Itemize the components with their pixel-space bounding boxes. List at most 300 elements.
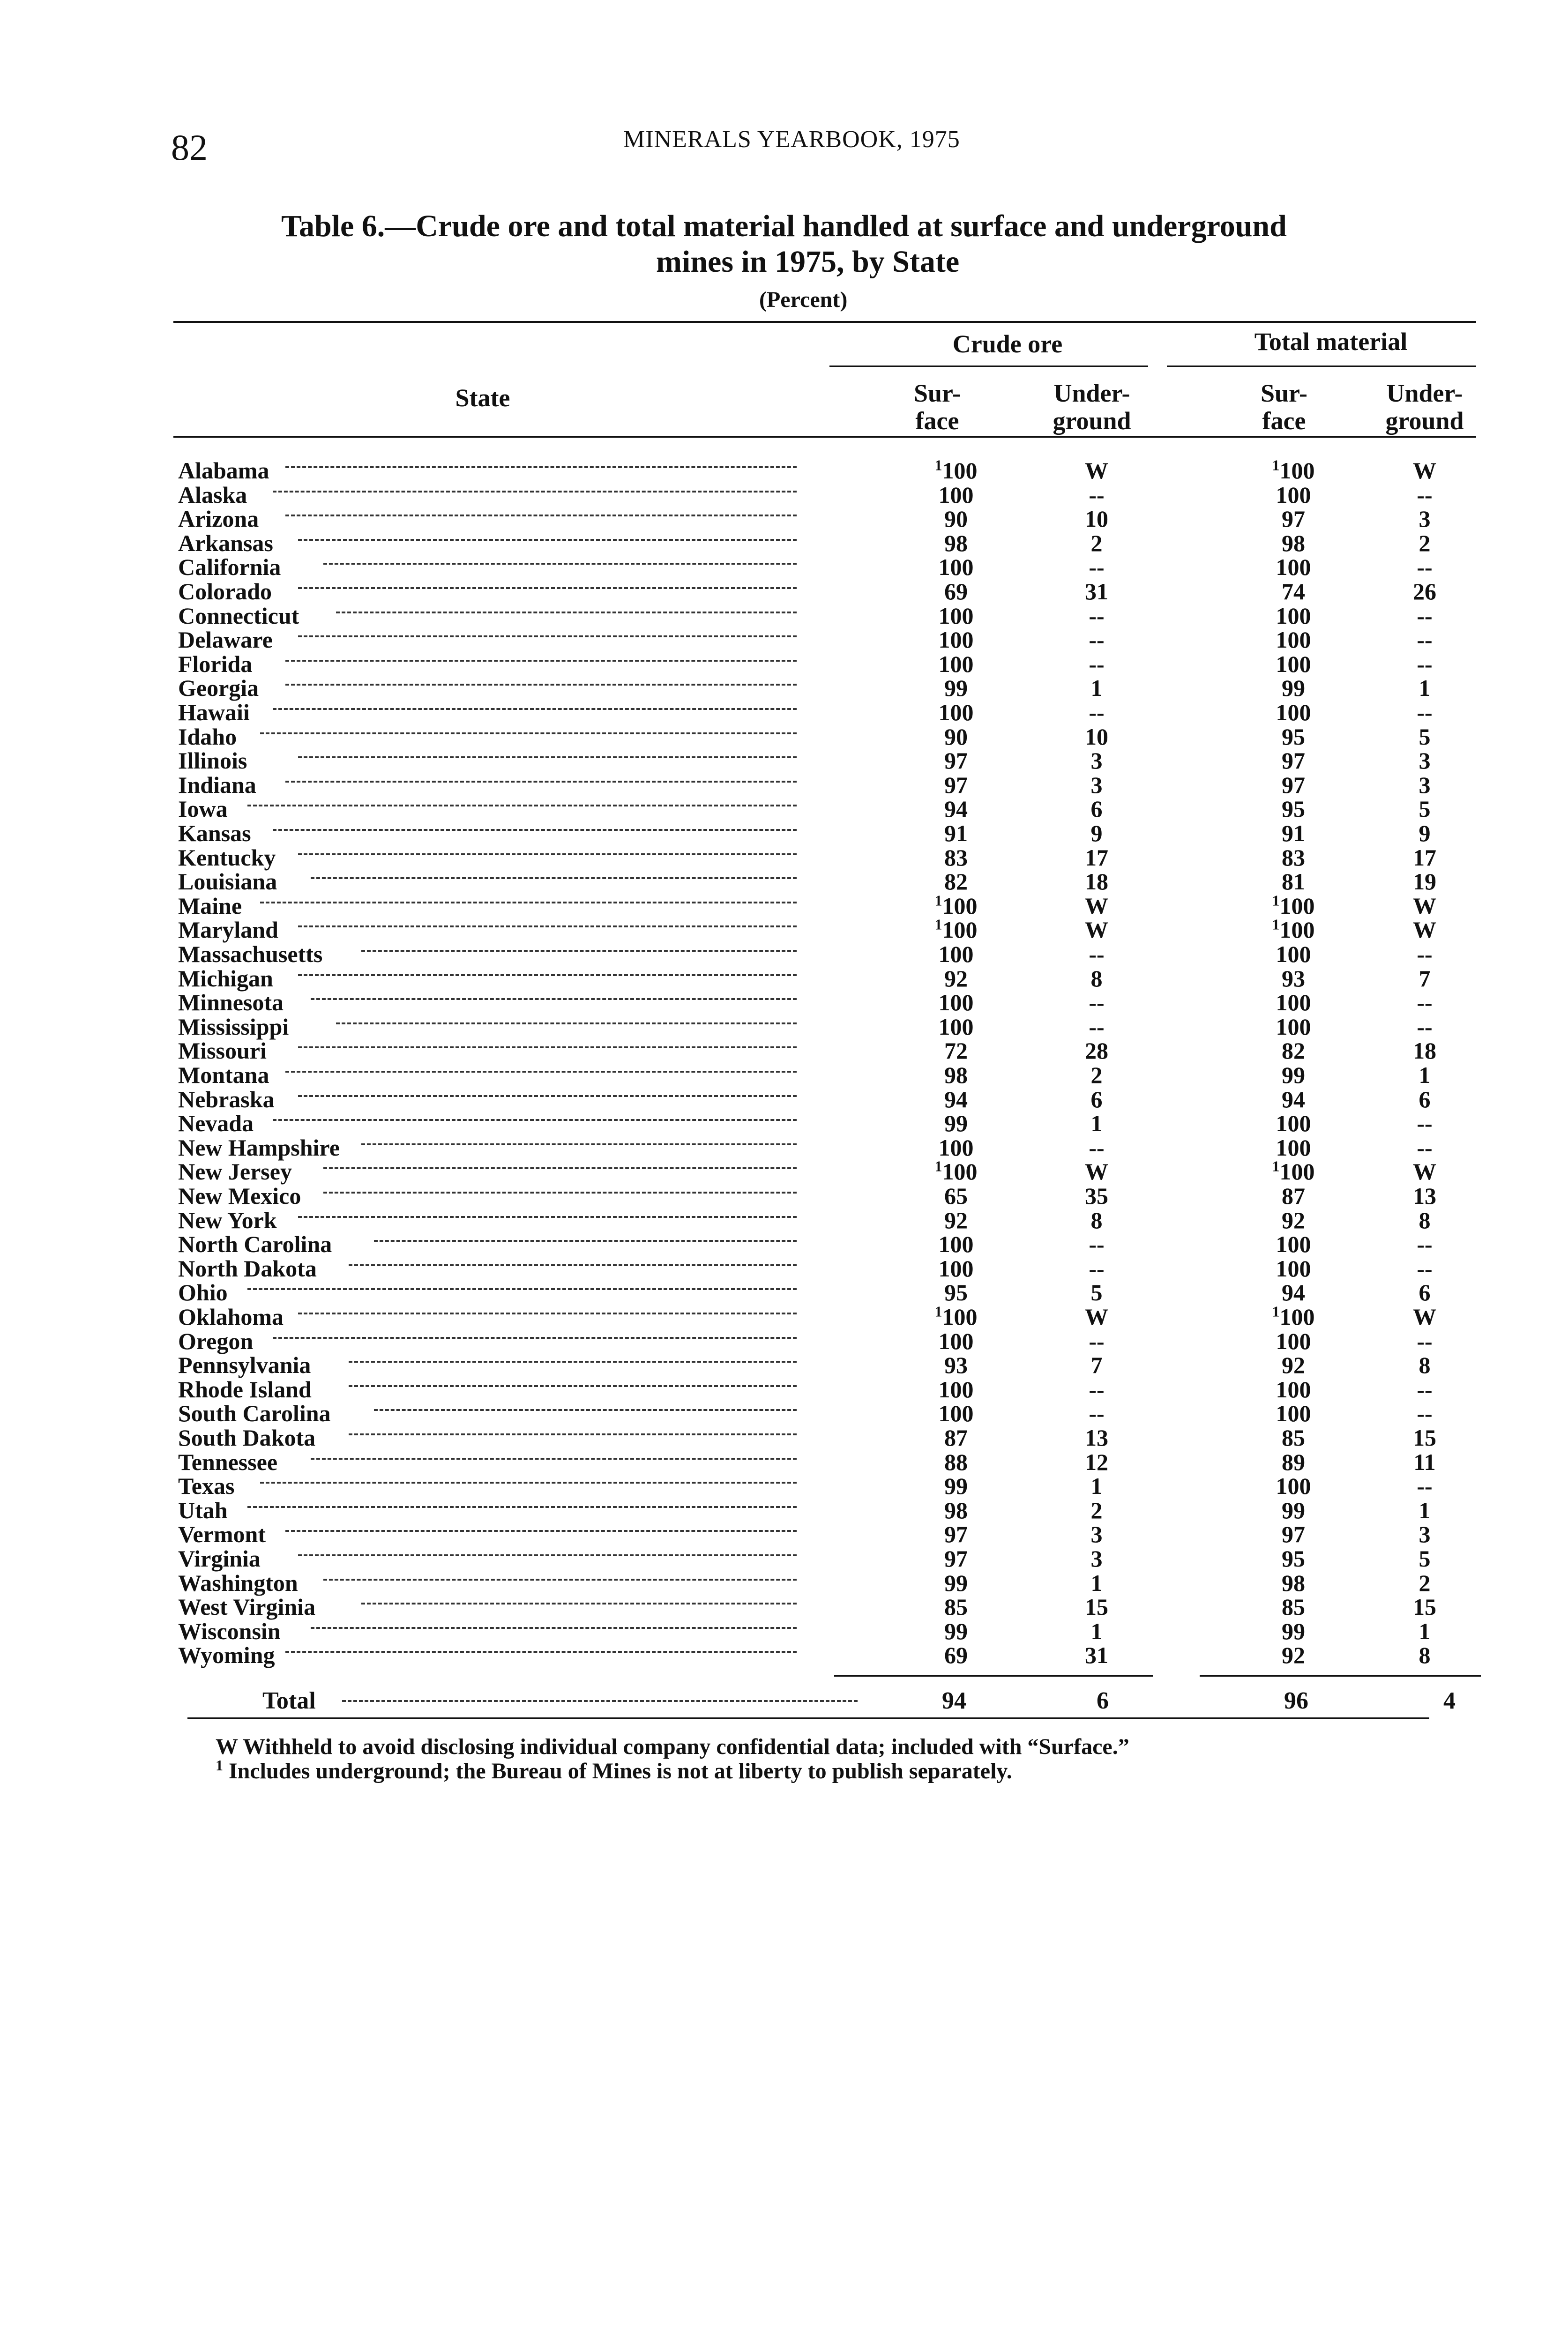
crude-surface-cell — [909, 505, 1003, 532]
total-surface-value: 100 — [1276, 989, 1311, 1016]
total-crude-surface: 94 — [942, 1687, 966, 1714]
total-underground-cell — [1378, 505, 1471, 532]
total-group-rule — [1167, 366, 1476, 367]
table-row — [178, 820, 1481, 844]
crude-underground-value: 7 — [1090, 1352, 1103, 1379]
total-underground-value: 26 — [1413, 578, 1436, 604]
crude-surface-value: 83 — [944, 844, 968, 871]
total-underground-value: 13 — [1413, 1183, 1436, 1209]
crude-underground-value: -- — [1089, 481, 1105, 508]
total-underground-cell — [1378, 1303, 1471, 1330]
total-surface-cell — [1247, 1086, 1340, 1113]
total-underground-value: W — [1413, 457, 1436, 484]
crude-surface-cell — [909, 1376, 1003, 1403]
total-underground-cell — [1378, 1376, 1471, 1403]
footnote-ref: 1 — [934, 456, 942, 474]
total-surface-value: 95 — [1282, 723, 1305, 750]
total-underground-cell — [1378, 481, 1471, 508]
total-surface-cell — [1247, 1328, 1340, 1355]
total-surface-cell — [1247, 457, 1340, 484]
crude-surface-cell — [909, 457, 1003, 484]
dot-leader — [273, 491, 797, 492]
dot-leader — [361, 1143, 797, 1145]
total-surface-value: 95 — [1282, 1545, 1305, 1572]
crude-surface-cell — [909, 868, 1003, 895]
total-underground-value: 6 — [1419, 1279, 1431, 1306]
total-underground-cell — [1378, 1351, 1471, 1379]
total-underground-cell — [1378, 1545, 1471, 1572]
state-name: Florida — [178, 650, 253, 677]
state-name: Iowa — [178, 796, 228, 822]
state-name: Louisiana — [178, 868, 277, 895]
total-surface-value: 97 — [1282, 771, 1305, 798]
table-title-line1: Table 6.—Crude ore and total material handled at surface and underground — [281, 209, 1287, 243]
total-underground-value: 3 — [1419, 771, 1431, 798]
state-name: Pennsylvania — [178, 1352, 311, 1379]
crude-surface-value: 100 — [938, 1376, 974, 1403]
table-row — [178, 1086, 1481, 1110]
crude-underground-cell — [1050, 1061, 1143, 1089]
total-underground-value: 19 — [1413, 868, 1436, 895]
total-underground-cell — [1378, 578, 1471, 605]
crude-ore-group-heading: Crude ore — [952, 330, 1063, 358]
total-surface-cell — [1247, 723, 1340, 750]
total-underground-value: 2 — [1419, 530, 1431, 556]
state-name: Wyoming — [178, 1642, 275, 1669]
state-name: West Virginia — [178, 1594, 316, 1620]
dot-leader — [374, 1240, 797, 1242]
total-underground-cell — [1378, 1618, 1471, 1645]
dot-leader — [298, 974, 797, 976]
crude-surface-value: 98 — [944, 1062, 968, 1088]
crude-underground-cell — [1050, 1400, 1143, 1427]
total-underground-cell — [1378, 795, 1471, 822]
total-surface-value: 100 — [1276, 699, 1311, 725]
table-row — [178, 916, 1481, 943]
state-name: Rhode Island — [178, 1376, 312, 1403]
crude-underground-cell — [1050, 1134, 1143, 1161]
crude-surface-cell — [909, 481, 1003, 508]
dot-leader — [285, 515, 797, 516]
dot-leader — [260, 902, 797, 903]
total-underground-cell — [1378, 747, 1471, 774]
total-underground-value: -- — [1417, 602, 1433, 629]
total-surface-cell — [1247, 481, 1340, 508]
table-row — [178, 1545, 1481, 1572]
crude-surface-value: 98 — [944, 530, 968, 556]
crude-underground-cell — [1050, 1351, 1143, 1379]
table-row — [178, 505, 1481, 530]
footnote-ref: 1 — [1272, 456, 1280, 474]
total-total-underground: 4 — [1443, 1687, 1456, 1714]
state-name: Colorado — [178, 578, 272, 604]
crude-underground-value: 6 — [1090, 796, 1103, 822]
dot-leader — [323, 1192, 797, 1194]
total-underground-value: -- — [1417, 699, 1433, 725]
total-underground-cell — [1378, 530, 1471, 557]
dot-leader — [285, 781, 797, 783]
total-underground-value: 7 — [1419, 965, 1431, 992]
total-surface-value: 100 — [1276, 627, 1311, 653]
crude-surface-cell — [909, 965, 1003, 992]
crude-surface-cell — [909, 1255, 1003, 1282]
footnote-ref: 1 — [1272, 1157, 1280, 1175]
total-underground-cell — [1378, 1521, 1471, 1548]
total-underground-value: -- — [1417, 1473, 1433, 1500]
total-surface-value: 99 — [1282, 675, 1305, 701]
state-name: Illinois — [178, 747, 247, 774]
table-row — [178, 553, 1481, 581]
total-surface-cell — [1247, 1497, 1340, 1524]
crude-underground-value: 1 — [1090, 1618, 1103, 1644]
table-row — [178, 530, 1481, 554]
crude-underground-value: 3 — [1090, 1521, 1103, 1548]
table-row — [178, 1182, 1481, 1207]
dot-leader — [349, 1433, 797, 1435]
state-name: New Hampshire — [178, 1134, 340, 1161]
crude-underground-cell — [1050, 602, 1143, 629]
table-row — [178, 650, 1481, 675]
total-surface-value: 100 — [1279, 917, 1315, 943]
total-surface-cell — [1247, 626, 1340, 653]
footnote-ref: 1 — [934, 1157, 942, 1175]
total-surface-value: 98 — [1282, 1569, 1305, 1596]
total-underground-cell — [1378, 965, 1471, 992]
crude-surface-value: 100 — [938, 650, 974, 677]
crude-underground-value: 13 — [1085, 1425, 1108, 1451]
total-surface-cell — [1247, 1618, 1340, 1645]
crude-underground-cell — [1050, 1279, 1143, 1306]
total-surface-heading-text: Sur- face — [1260, 379, 1307, 435]
total-surface-value: 95 — [1282, 796, 1305, 822]
total-underground-cell — [1378, 1448, 1471, 1476]
crude-underground-value: W — [1085, 1304, 1108, 1330]
total-surface-cell — [1247, 1134, 1340, 1161]
state-name: Wisconsin — [178, 1618, 281, 1644]
total-surface-value: 92 — [1282, 1642, 1305, 1669]
crude-surface-value: 82 — [944, 868, 968, 895]
crude-surface-cell — [909, 1037, 1003, 1064]
dot-leader — [247, 805, 797, 806]
crude-surface-cell — [909, 1400, 1003, 1427]
state-name: Nebraska — [178, 1086, 275, 1112]
crude-underground-cell — [1050, 723, 1143, 750]
table-row — [178, 1642, 1481, 1669]
total-surface-cell — [1247, 1545, 1340, 1572]
state-name: Texas — [178, 1473, 235, 1500]
crude-surface-value: 87 — [944, 1425, 968, 1451]
total-underground-cell — [1378, 1400, 1471, 1427]
dot-leader — [349, 1361, 797, 1363]
table-row — [178, 1279, 1481, 1306]
total-surface-value: 99 — [1282, 1062, 1305, 1088]
crude-underground-cell — [1050, 1569, 1143, 1597]
crude-surface-heading-text: Sur- face — [913, 379, 961, 435]
crude-underground-value: 1 — [1090, 675, 1103, 701]
total-underground-cell — [1378, 1328, 1471, 1355]
crude-underground-value: -- — [1089, 650, 1105, 677]
crude-surface-value: 95 — [944, 1279, 968, 1306]
table-row — [178, 1448, 1481, 1473]
crude-underground-value: 28 — [1085, 1037, 1108, 1064]
total-underground-value: 9 — [1419, 820, 1431, 846]
crude-surface-value: 90 — [944, 723, 968, 750]
total-surface-value: 98 — [1282, 530, 1305, 556]
total-surface-value: 94 — [1282, 1279, 1305, 1306]
crude-surface-value: 100 — [938, 627, 974, 653]
dot-leader — [311, 877, 797, 879]
state-name: Arkansas — [178, 530, 273, 556]
crude-surface-cell — [909, 1303, 1003, 1330]
total-surface-value: 100 — [1279, 1304, 1315, 1330]
total-underground-value: 15 — [1413, 1425, 1436, 1451]
total-surface-cell — [1247, 1472, 1340, 1500]
total-surface-value: 100 — [1276, 602, 1311, 629]
state-name: Idaho — [178, 723, 237, 750]
total-underground-value: 5 — [1419, 1545, 1431, 1572]
footnote-withheld: W Withheld to avoid disclosing individual company confidential data; included with “Surface.” — [216, 1734, 1129, 1759]
total-surface-cell — [1247, 1182, 1340, 1209]
total-surface-cell — [1247, 940, 1340, 968]
dot-leader — [349, 1264, 797, 1266]
total-surface-cell — [1247, 1158, 1340, 1185]
total-surface-value: 85 — [1282, 1425, 1305, 1451]
state-name: Maryland — [178, 917, 278, 943]
crude-surface-heading — [890, 380, 984, 435]
total-surface-value: 100 — [1276, 1255, 1311, 1282]
dot-leader — [361, 950, 797, 952]
crude-underground-value: 31 — [1085, 1642, 1108, 1669]
state-name: Arizona — [178, 506, 259, 532]
crude-underground-value: 15 — [1085, 1594, 1108, 1620]
total-underground-cell — [1378, 553, 1471, 581]
total-surface-value: 85 — [1282, 1594, 1305, 1620]
total-underground-cell — [1378, 868, 1471, 895]
table-row — [178, 723, 1481, 750]
total-surface-cell — [1247, 1424, 1340, 1451]
crude-surface-value: 97 — [944, 771, 968, 798]
crude-surface-value: 99 — [944, 1618, 968, 1644]
total-surface-cell — [1247, 1231, 1340, 1258]
total-surface-value: 94 — [1282, 1086, 1305, 1112]
total-surface-value: 74 — [1282, 578, 1305, 604]
total-underground-value: 5 — [1419, 796, 1431, 822]
state-name: Maine — [178, 892, 242, 919]
dot-leader — [260, 732, 797, 734]
crude-surface-value: 100 — [938, 989, 974, 1016]
crude-underground-value: -- — [1089, 554, 1105, 581]
table-row — [178, 1303, 1481, 1328]
crude-underground-value: W — [1085, 457, 1108, 484]
table-row — [178, 1328, 1481, 1352]
crude-surface-value: 99 — [944, 1569, 968, 1596]
crude-surface-cell — [909, 530, 1003, 557]
crude-underground-cell — [1050, 747, 1143, 774]
crude-underground-value: 17 — [1085, 844, 1108, 871]
crude-surface-value: 100 — [938, 602, 974, 629]
total-underground-cell — [1378, 457, 1471, 484]
crude-surface-cell — [909, 650, 1003, 678]
total-underground-value: 1 — [1419, 1497, 1431, 1523]
crude-underground-value: -- — [1089, 941, 1105, 967]
total-rule-crude — [834, 1675, 1153, 1677]
dot-leader — [336, 612, 797, 613]
total-underground-value: -- — [1417, 1376, 1433, 1403]
crude-surface-value: 100 — [942, 892, 978, 919]
total-underground-cell — [1378, 1231, 1471, 1258]
crude-surface-value: 88 — [944, 1448, 968, 1475]
total-underground-value: -- — [1417, 1328, 1433, 1354]
total-label: Total — [262, 1687, 316, 1714]
total-surface-cell — [1247, 1448, 1340, 1476]
crude-underground-value: W — [1085, 917, 1108, 943]
crude-underground-cell — [1050, 916, 1143, 943]
total-surface-value: 83 — [1282, 844, 1305, 871]
crude-underground-cell — [1050, 1328, 1143, 1355]
crude-underground-cell — [1050, 1472, 1143, 1500]
footnote-ref: 1 — [934, 916, 942, 933]
state-name: New York — [178, 1207, 277, 1233]
crude-surface-value: 100 — [938, 554, 974, 581]
crude-underground-cell — [1050, 505, 1143, 532]
dot-leader — [273, 829, 797, 831]
total-underground-cell — [1378, 1134, 1471, 1161]
crude-underground-value: 10 — [1085, 723, 1108, 750]
state-name: Vermont — [178, 1521, 266, 1548]
total-surface-cell — [1247, 795, 1340, 822]
crude-surface-cell — [909, 940, 1003, 968]
total-surface-value: 100 — [1279, 1158, 1315, 1185]
crude-underground-value: -- — [1089, 627, 1105, 653]
crude-surface-value: 97 — [944, 747, 968, 774]
crude-underground-value: 2 — [1090, 530, 1103, 556]
table-row — [178, 456, 1481, 484]
total-surface-heading — [1237, 380, 1331, 435]
crude-underground-value: -- — [1089, 1013, 1105, 1040]
crude-surface-cell — [909, 892, 1003, 919]
dot-leader — [260, 1482, 797, 1484]
total-underground-value: 15 — [1413, 1594, 1436, 1620]
total-underground-value: 18 — [1413, 1037, 1436, 1064]
table-row — [178, 940, 1481, 965]
crude-underground-value: 6 — [1090, 1086, 1103, 1112]
dot-leader — [285, 684, 797, 686]
crude-surface-value: 90 — [944, 506, 968, 532]
total-underground-cell — [1378, 1569, 1471, 1597]
state-name: Tennessee — [178, 1448, 278, 1475]
crude-underground-cell — [1050, 553, 1143, 581]
state-name: Indiana — [178, 771, 256, 798]
dot-leader — [273, 708, 797, 710]
total-surface-cell — [1247, 578, 1340, 605]
total-underground-value: 8 — [1419, 1352, 1431, 1379]
table-row — [178, 626, 1481, 653]
crude-surface-cell — [909, 916, 1003, 943]
total-surface-cell — [1247, 747, 1340, 774]
crude-surface-cell — [909, 723, 1003, 750]
dot-leader — [298, 1313, 797, 1314]
crude-surface-value: 92 — [944, 1207, 968, 1233]
state-name: Oregon — [178, 1328, 254, 1354]
crude-surface-value: 100 — [938, 1255, 974, 1282]
total-surface-cell — [1247, 674, 1340, 701]
crude-underground-value: 3 — [1090, 1545, 1103, 1572]
crude-surface-value: 100 — [938, 941, 974, 967]
crude-underground-cell — [1050, 795, 1143, 822]
table-row — [178, 1569, 1481, 1594]
crude-surface-value: 100 — [942, 917, 978, 943]
crude-surface-value: 94 — [944, 1086, 968, 1112]
crude-surface-cell — [909, 747, 1003, 774]
crude-underground-heading-text: Under- ground — [1053, 379, 1131, 435]
total-surface-cell — [1247, 1593, 1340, 1620]
running-head: MINERALS YEARBOOK, 1975 — [623, 126, 960, 153]
crude-underground-value: 1 — [1090, 1569, 1103, 1596]
total-underground-cell — [1378, 1086, 1471, 1113]
state-name: Ohio — [178, 1279, 228, 1306]
state-name: Kansas — [178, 820, 251, 846]
total-rule-total — [1200, 1675, 1481, 1677]
crude-surface-value: 100 — [938, 1134, 974, 1161]
total-surface-cell — [1247, 820, 1340, 847]
crude-underground-cell — [1050, 1497, 1143, 1524]
total-surface-cell — [1247, 1061, 1340, 1089]
dot-leader — [349, 1385, 797, 1387]
state-name: Montana — [178, 1062, 269, 1088]
total-surface-cell — [1247, 650, 1340, 678]
table-row — [178, 771, 1481, 796]
state-name: Washington — [178, 1569, 298, 1596]
crude-underground-cell — [1050, 1037, 1143, 1064]
crude-underground-cell — [1050, 965, 1143, 992]
total-material-group-heading: Total material — [1254, 328, 1408, 356]
crude-group-rule — [829, 366, 1148, 367]
table-row — [178, 989, 1481, 1016]
crude-surface-value: 99 — [944, 1110, 968, 1137]
crude-underground-value: -- — [1089, 1376, 1105, 1403]
total-surface-cell — [1247, 553, 1340, 581]
dot-leader — [374, 1409, 797, 1411]
crude-surface-cell — [909, 1569, 1003, 1597]
total-underground-cell — [1378, 1497, 1471, 1524]
total-surface-value: 100 — [1276, 481, 1311, 508]
total-surface-cell — [1247, 844, 1340, 871]
table-row — [178, 674, 1481, 699]
table-row — [178, 1231, 1481, 1258]
total-underground-value: -- — [1417, 627, 1433, 653]
crude-underground-value: 3 — [1090, 771, 1103, 798]
total-crude-underground: 6 — [1097, 1687, 1109, 1714]
dot-leader — [311, 1458, 797, 1460]
total-underground-value: -- — [1417, 481, 1433, 508]
total-surface-value: 89 — [1282, 1448, 1305, 1475]
crude-underground-value: 3 — [1090, 747, 1103, 774]
total-surface-value: 100 — [1276, 1400, 1311, 1427]
total-surface-value: 100 — [1276, 554, 1311, 581]
total-surface-value: 100 — [1279, 892, 1315, 919]
crude-surface-cell — [909, 1472, 1003, 1500]
dot-leader — [285, 1071, 797, 1073]
crude-surface-cell — [909, 989, 1003, 1016]
table-row — [178, 1351, 1481, 1379]
crude-underground-value: 2 — [1090, 1062, 1103, 1088]
dot-leader — [298, 1046, 797, 1048]
total-underground-value: -- — [1417, 554, 1433, 581]
total-underground-cell — [1378, 1037, 1471, 1064]
dot-leader — [323, 563, 797, 565]
crude-surface-cell — [909, 1207, 1003, 1234]
total-surface-value: 82 — [1282, 1037, 1305, 1064]
